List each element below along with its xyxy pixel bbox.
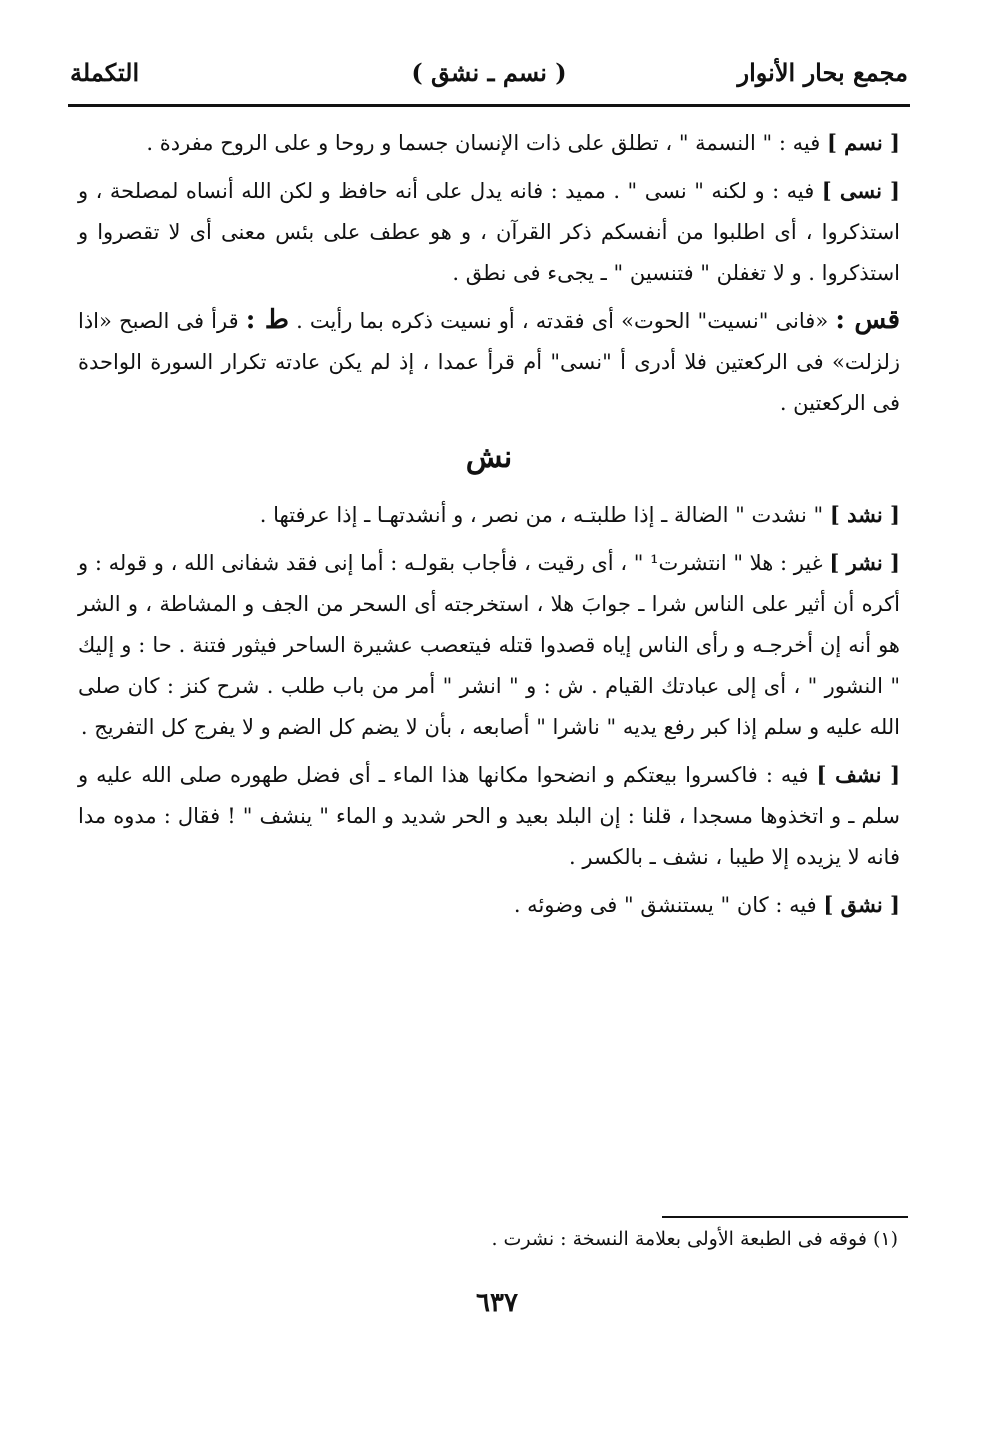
entry-text: قرأ فى الصبح «اذا زلزلت» فى الركعتين فلا أدرى أ "نسى" أم قرأ عمدا ، إذ لم يكن عادته تكرار السورة الواحدة فى الركعتين . — [78, 309, 900, 415]
entry-text: «فانى "نسيت" الحوت» أى فقدته ، أو نسيت ذكره بما رأيت . — [288, 309, 836, 333]
entry-nashaq — [78, 884, 900, 926]
entry-text: فيه : كان " يستنشق " فى وضوئه . — [513, 893, 824, 917]
main-text — [78, 122, 900, 932]
section-label: التكملة — [70, 58, 140, 87]
entry-text: غير : هلا " انتشرت¹ " ، أى رقيت ، فأجاب بقولـه : أما إنى فقد شفانى الله ، و قوله : و أكره أن أثير على الناس شرا ـ جوابَ هلا ، استخرجته أى السحر من الجف و المشاطة ، و الشر هو أنه إن أخرجـه و رأى الناس إياه قصدوا قتله فيتعصب عشيرة الساحر فيثور فتنة . حا : و إليك " النشور " ، أى إلى عبادتك القيام . ش : و " انشر " أمر من باب طلب . شرح كنز : كان صلى الله عليه و سلم إذا كبر رفع يديه " ناشرا " أصابعه ، بأن لا يضم كل الضم و لا يفرج كل التفريج . — [78, 551, 900, 739]
entry-nashar — [78, 542, 900, 748]
section-heading: نش — [465, 440, 513, 475]
entry-key: [ نشد ] — [829, 502, 900, 527]
entry-nasa — [78, 170, 900, 294]
entry-text: " نشدت " الضالة ـ إذا طلبتـه ، من نصر ، و أنشدتهـا ـ إذا عرفتها . — [259, 503, 830, 527]
entry-key: [ نشف ] — [816, 762, 901, 787]
entry-range: ( نسم ـ نشق ) — [411, 58, 567, 87]
entry-qs — [78, 300, 900, 424]
entry-nasam — [78, 122, 900, 164]
entry-nashad — [78, 494, 900, 536]
footnote-rule — [662, 1216, 908, 1218]
source-abbr: ط : — [245, 305, 289, 335]
entry-key: [ نسى ] — [821, 178, 900, 203]
entry-text: فيه : " النسمة " ، تطلق على ذات الإنسان جسما و روحا و على الروح مفردة . — [146, 131, 827, 155]
entry-key: [ نسم ] — [826, 130, 900, 155]
header-rule — [68, 104, 910, 107]
entry-nashaf — [78, 754, 900, 878]
running-header — [70, 52, 908, 96]
source-abbr: قس : — [835, 305, 901, 335]
book-title: مجمع بحار الأنوار — [737, 58, 908, 87]
page-number: ٦٣٧ — [476, 1288, 518, 1318]
entry-key: [ نشق ] — [823, 892, 900, 917]
entry-text: فيه : فاكسروا بيعتكم و انضحوا مكانها هذا الماء ـ أى فضل طهوره صلى الله عليه و سلم ـ و اتخذوها مسجدا ، قلنا : إن البلد بعيد و الحر شديد و الماء " ينشف " ! فقال : مدوه مدا فانه لا يزيده إلا طيبا ، نشف ـ بالكسر . — [78, 763, 900, 869]
entry-text: فيه : و لكنه " نسى " . مميد : فانه يدل على أنه حافظ و لكن الله أنساه لمصلحة ، و استذكروا ، أى اطلبوا من أنفسكم ذكر القرآن ، و هو عطف على بئس معنى أى لا تقصروا و استذكروا . و لا تغفلن " فتنسين " ـ يجىء فى نطق . — [78, 179, 900, 285]
entry-key: [ نشر ] — [829, 550, 900, 575]
footnote: (١) فوقه فى الطبعة الأولى بعلامة النسخة : نشرت . — [491, 1228, 898, 1250]
